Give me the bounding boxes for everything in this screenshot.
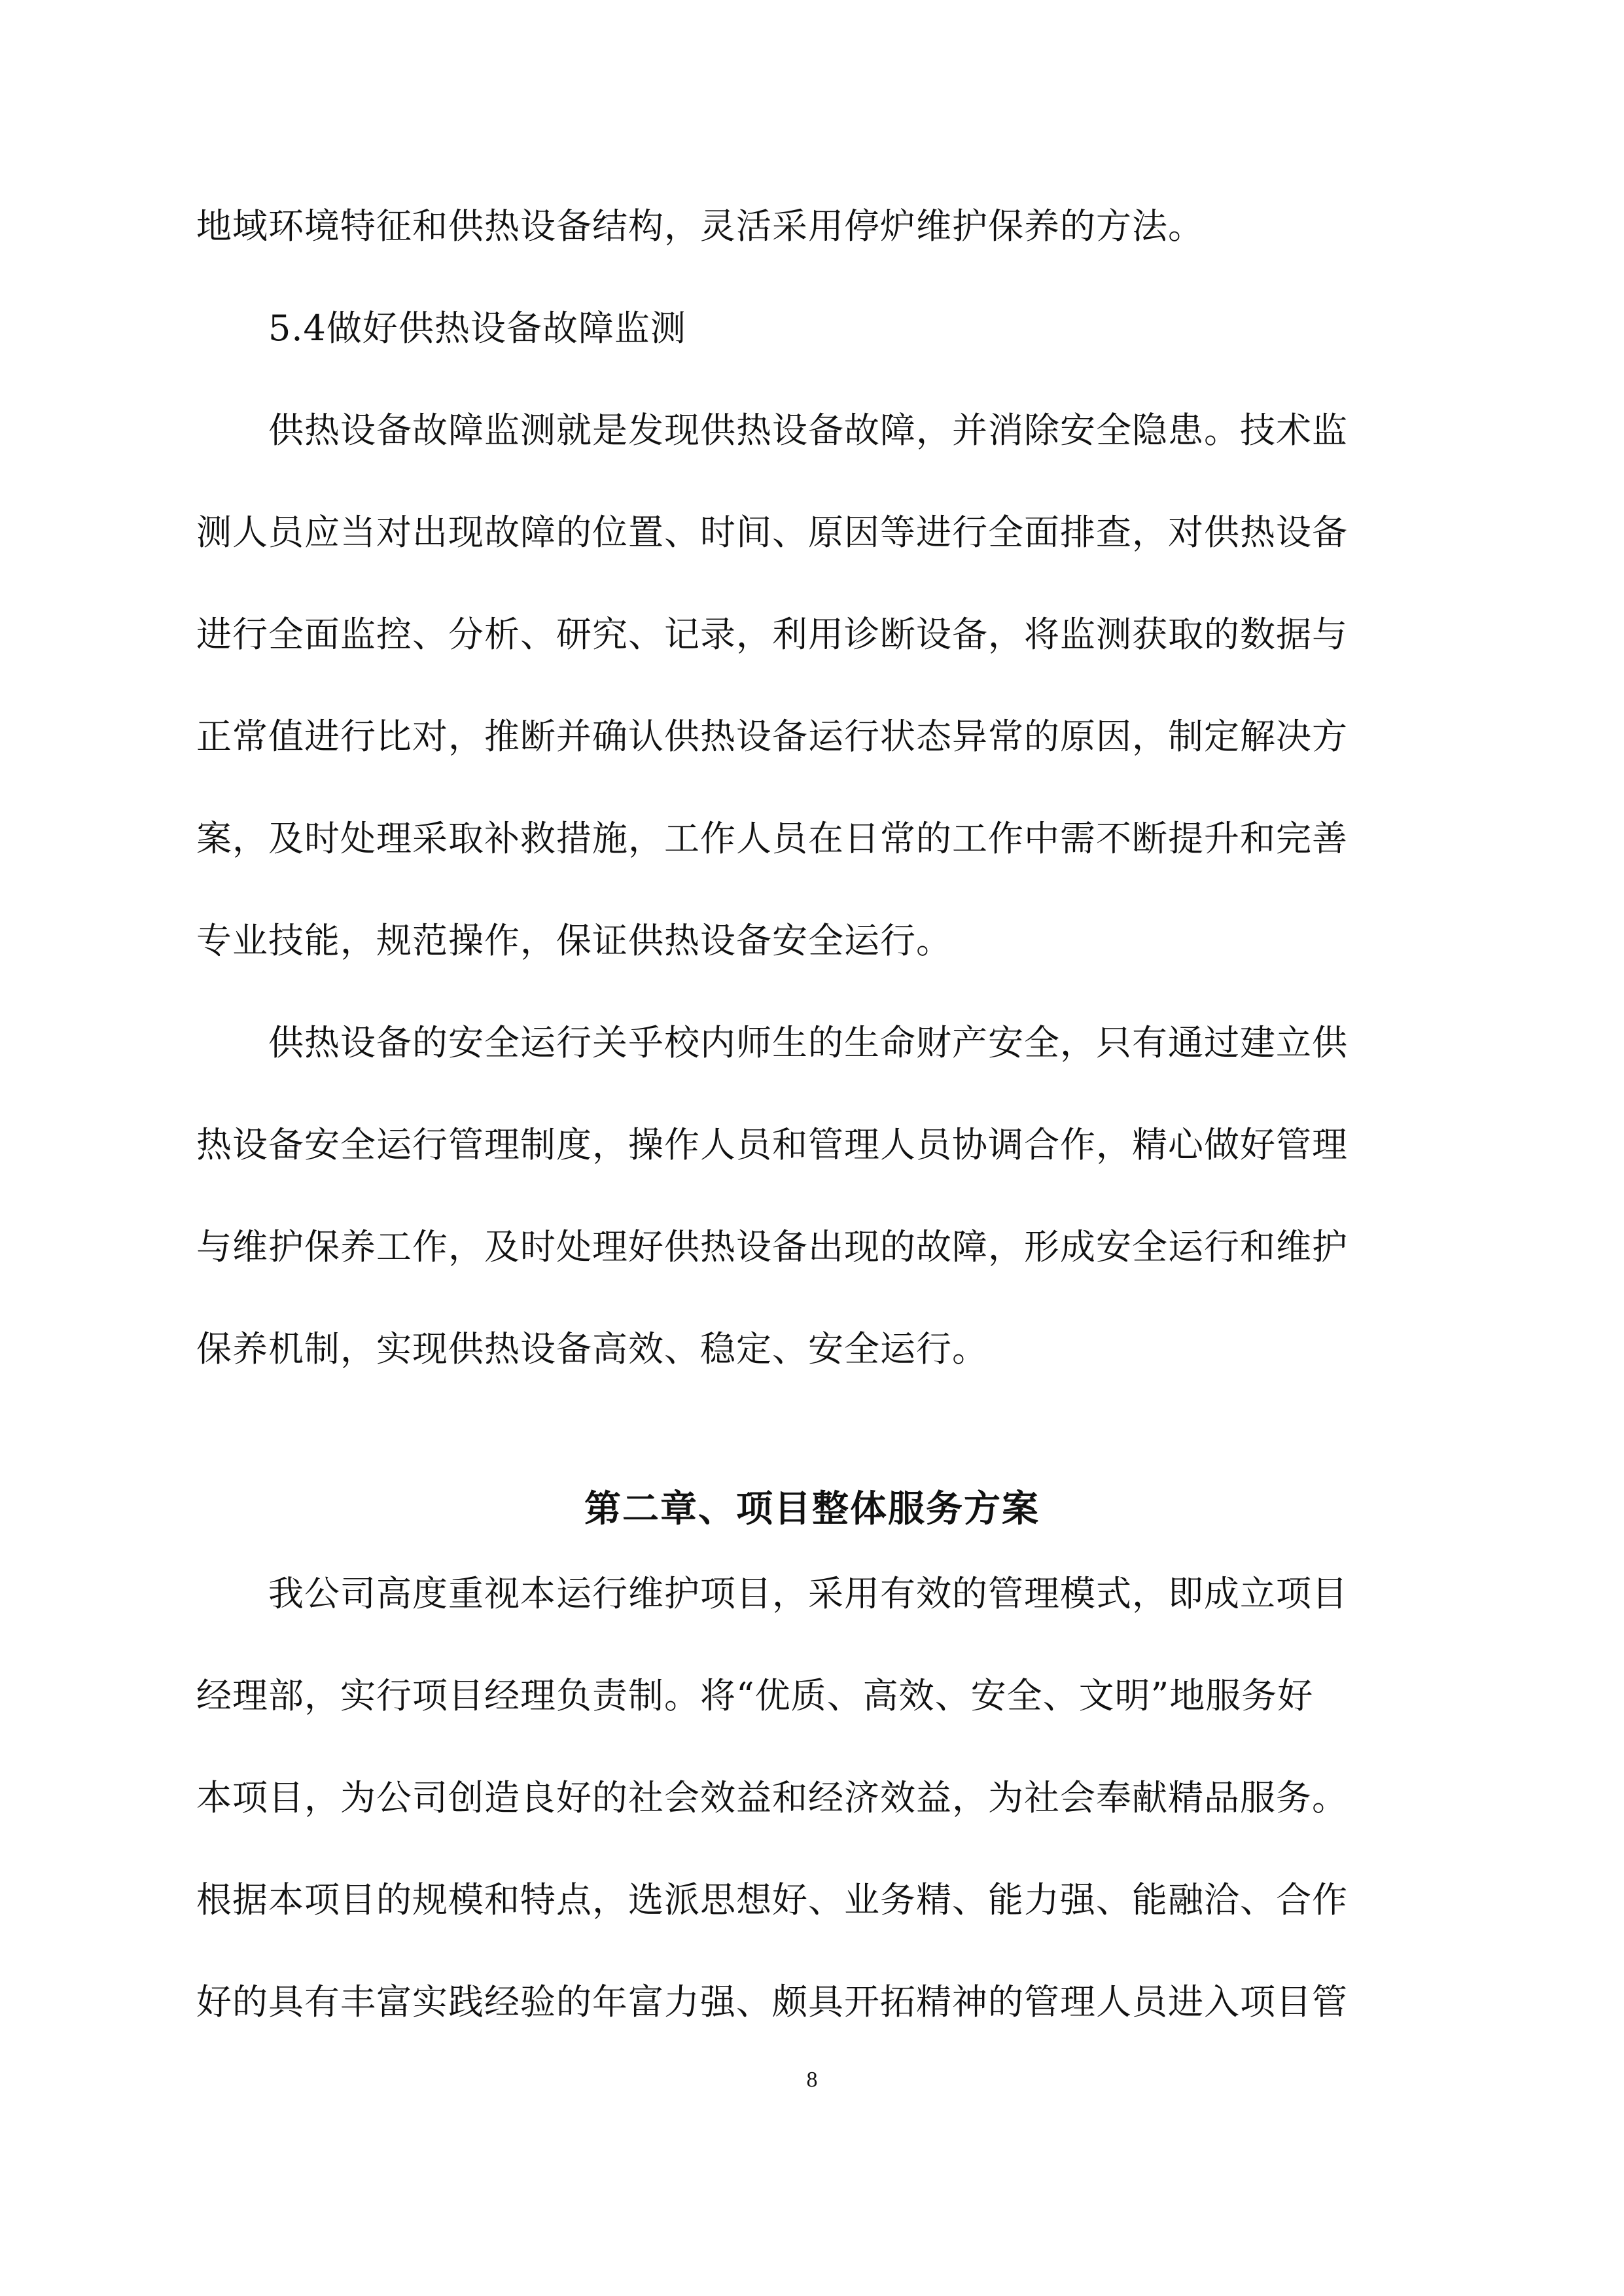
- paragraph-line: 我公司高度重视本运行维护项目，采用有效的管理模式，即成立项目: [268, 1573, 1348, 1614]
- paragraph-line: 热设备安全运行管理制度，操作人员和管理人员协调合作，精心做好管理: [196, 1124, 1348, 1165]
- body-text-top: [196, 175, 1426, 1400]
- paragraph-line: 保养机制，实现供热设备高效、稳定、安全运行。: [196, 1328, 988, 1369]
- paragraph-line: 与维护保养工作，及时处理好供热设备出现的故障，形成安全运行和维护: [196, 1226, 1348, 1267]
- subsection-title: 5.4做好供热设备故障监测: [268, 308, 686, 349]
- paragraph-line: 专业技能，规范操作，保证供热设备安全运行。: [196, 920, 952, 961]
- paragraph-line: 测人员应当对出现故障的位置、时间、原因等进行全面排查，对供热设备: [196, 512, 1348, 553]
- paragraph-line: 供热设备的安全运行关乎校内师生的生命财产安全，只有通过建立供: [268, 1022, 1348, 1063]
- page-number: 8: [806, 2068, 818, 2092]
- paragraph-line: 案，及时处理采取补救措施，工作人员在日常的工作中需不断提升和完善: [196, 818, 1348, 859]
- paragraph-line: 经理部，实行项目经理负责制。将“优质、高效、安全、文明”地服务好: [196, 1675, 1314, 1716]
- paragraph-line: 好的具有丰富实践经验的年富力强、颇具开拓精神的管理人员进入项目管: [196, 1981, 1348, 2022]
- paragraph-line: 本项目，为公司创造良好的社会效益和经济效益，为社会奉献精品服务。: [196, 1777, 1348, 1818]
- paragraph-line: 根据本项目的规模和特点，选派思想好、业务精、能力强、能融洽、合作: [196, 1879, 1348, 1920]
- paragraph-line: 正常值进行比对，推断并确认供热设备运行状态异常的原因，制定解决方: [196, 716, 1348, 757]
- chapter-heading: 第二章、项目整体服务方案: [584, 1488, 1040, 1530]
- body-text-bottom: [196, 1543, 1426, 2053]
- paragraph-line: 进行全面监控、分析、研究、记录，利用诊断设备，将监测获取的数据与: [196, 614, 1348, 655]
- paragraph-line: 地域环境特征和供热设备结构，灵活采用停炉维护保养的方法。: [196, 205, 1204, 247]
- paragraph-line: 供热设备故障监测就是发现供热设备故障，并消除安全隐患。技术监: [268, 410, 1348, 451]
